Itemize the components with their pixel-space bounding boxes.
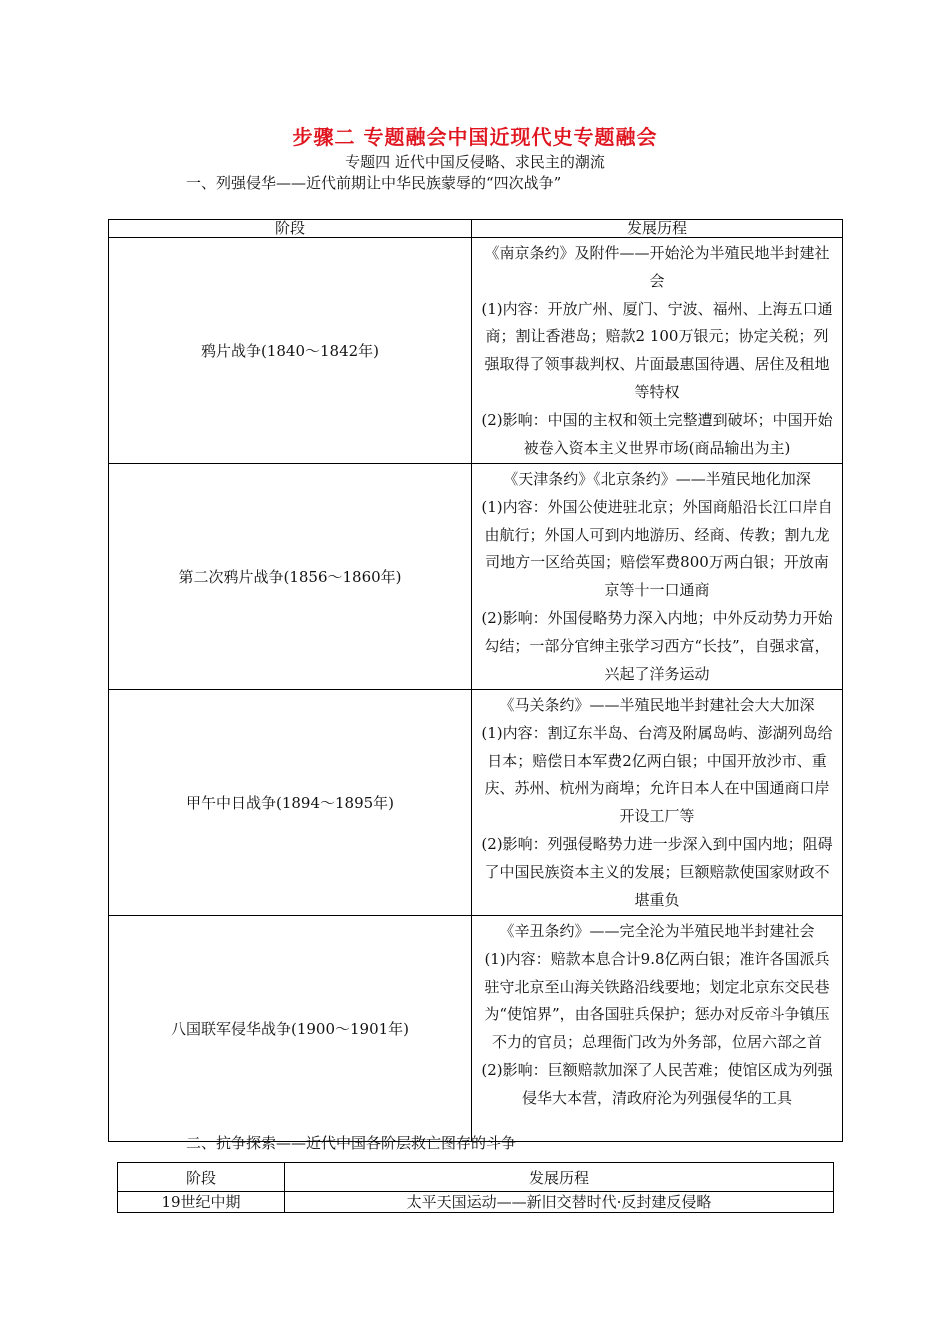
table-row: [109, 690, 843, 916]
impact-line: (2)影响：巨额赔款加深了人民苦难；使馆区成为列强侵华大本营，清政府沦为列强侵华的工具: [481, 1060, 833, 1107]
impact-line: (2)影响：中国的主权和领土完整遭到破坏；中国开始被卷入资本主义世界市场(商品输出为主): [481, 410, 833, 457]
struggles-table: [117, 1162, 834, 1213]
table-header-row: [109, 220, 843, 238]
wars-table: [108, 219, 843, 1142]
development-cell: [472, 464, 843, 690]
stage-cell: 甲午中日战争(1894～1895年): [109, 690, 472, 916]
stage-cell: 第二次鸦片战争(1856～1860年): [109, 464, 472, 690]
treaty-line: 《马关条约》——半殖民地半封建社会大大加深: [499, 696, 815, 714]
table-row: [109, 238, 843, 464]
page-subtitle: 专题四 近代中国反侵略、求民主的潮流: [345, 153, 605, 171]
stage-cell: 19世纪中期: [118, 1192, 285, 1213]
header-stage: 阶段: [109, 220, 472, 238]
treaty-line: 《天津条约》《北京条约》——半殖民地化加深: [503, 470, 811, 488]
stage-cell: 鸦片战争(1840～1842年): [109, 238, 472, 464]
table-row: [118, 1192, 834, 1213]
development-cell: [472, 690, 843, 916]
header-development: 发展历程: [472, 220, 843, 238]
development-cell: [472, 916, 843, 1142]
impact-line: (2)影响：列强侵略势力进一步深入到中国内地；阻碍了中国民族资本主义的发展；巨额赔款使国家财政不堪重负: [481, 834, 833, 909]
table-row: [109, 464, 843, 690]
content-line: (1)内容：割辽东半岛、台湾及附属岛屿、澎湖列岛给日本；赔偿日本军费2亿两白银；中国开放沙市、重庆、苏州、杭州为商埠；允许日本人在中国通商口岸开设工厂等: [481, 723, 833, 826]
development-cell: 太平天国运动——新旧交替时代·反封建反侵略: [285, 1192, 834, 1213]
section-heading-1: 一、列强侵华——近代前期让中华民族蒙辱的“四次战争”: [186, 174, 562, 192]
content-line: (1)内容：赔款本息合计9.8亿两白银；准许各国派兵驻守北京至山海关铁路沿线要地；划定北京东交民巷为“使馆界”，由各国驻兵保护；惩办对反帝斗争镇压不力的官员；总理衙门改为外务部，位居六部之首: [484, 949, 830, 1052]
content-line: (1)内容：开放广州、厦门、宁波、福州、上海五口通商；割让香港岛；赔款2 100万银元；协定关税；列强取得了领事裁判权、片面最惠国待遇、居住及租地等特权: [481, 299, 833, 401]
treaty-line: 《辛丑条约》——完全沦为半殖民地半封建社会: [499, 922, 815, 940]
treaty-line: 《南京条约》及附件——开始沦为半殖民地半封建社会: [484, 244, 830, 290]
section-heading-2: 二、抗争探索——近代中国各阶层救亡图存的斗争: [186, 1134, 517, 1152]
header-stage: 阶段: [118, 1163, 285, 1192]
stage-cell: 八国联军侵华战争(1900～1901年): [109, 916, 472, 1142]
page-title: 步骤二 专题融会中国近现代史专题融会: [292, 125, 658, 149]
impact-line: (2)影响：外国侵略势力深入内地；中外反动势力开始勾结；一部分官绅主张学习西方“长技”，自强求富，兴起了洋务运动: [481, 608, 833, 683]
content-line: (1)内容：外国公使进驻北京；外国商船沿长江口岸自由航行；外国人可到内地游历、经商、传教；割九龙司地方一区给英国；赔偿军费800万两白银；开放南京等十一口通商: [481, 497, 833, 600]
development-cell: [472, 238, 843, 464]
table-header-row: [118, 1163, 834, 1192]
header-development: 发展历程: [285, 1163, 834, 1192]
table-row: [109, 916, 843, 1142]
